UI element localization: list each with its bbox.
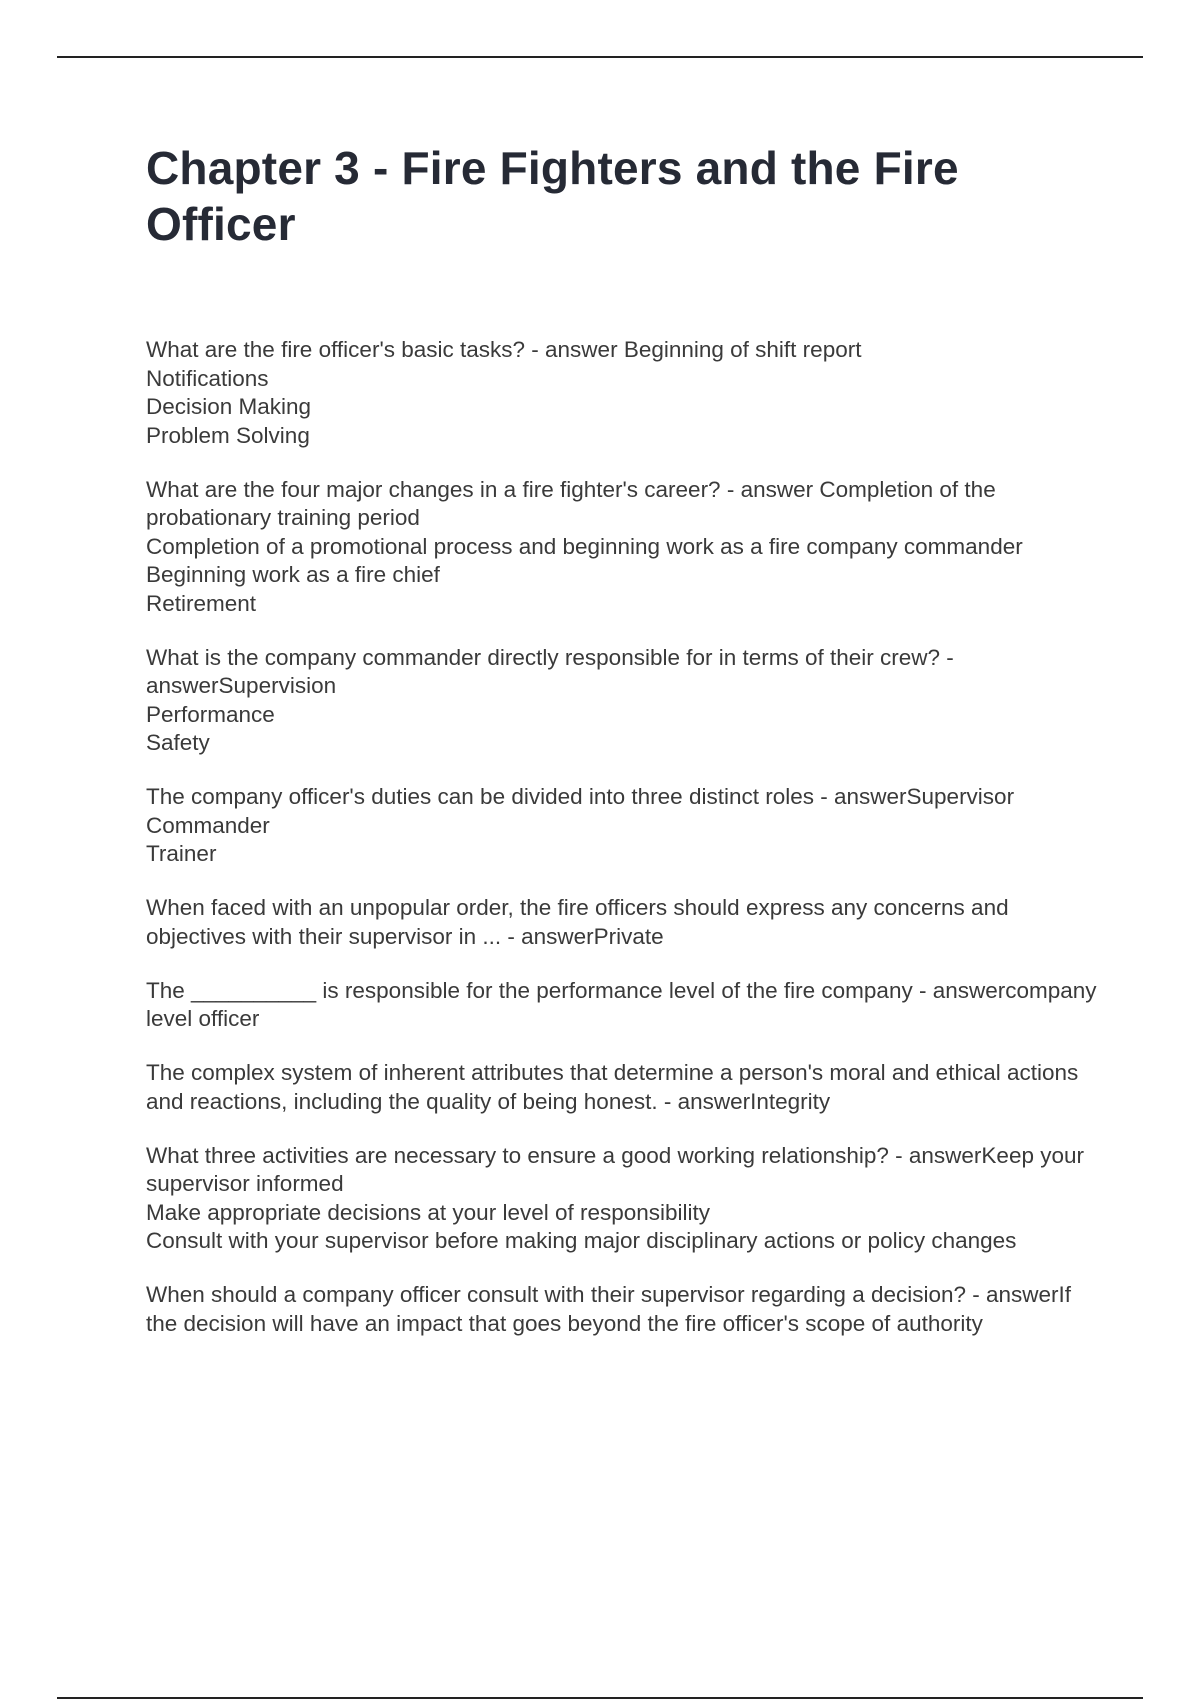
qa-question: What is the company commander directly responsible for in terms of their crew? - answerSupervision — [146, 644, 954, 698]
qa-list — [146, 336, 1106, 1338]
qa-question: The complex system of inherent attributes that determine a person's moral and ethical actions and reactions, including the quality of being honest. - answerIntegrity — [146, 1060, 1079, 1114]
qa-entry-3 — [146, 644, 1106, 758]
qa-question: What are the fire officer's basic tasks? - answer Beginning of shift report — [146, 337, 862, 362]
qa-entry-8 — [146, 1142, 1106, 1256]
qa-answer-line: Completion of a promotional process and beginning work as a fire company commander — [146, 533, 1023, 559]
qa-entry-5 — [146, 894, 1106, 951]
qa-answer-line: Trainer — [146, 841, 217, 866]
top-divider — [57, 56, 1143, 58]
qa-question: When should a company officer consult with their supervisor regarding a decision? - answerIf the decision will have an impact that goes beyond the fire officer's scope of authority — [146, 1282, 1072, 1336]
qa-answer-line: Commander — [146, 812, 270, 838]
qa-entry-9 — [146, 1281, 1106, 1338]
qa-question: What are the four major changes in a fire fighter's career? - answer Completion of the probationary training period — [146, 476, 996, 530]
qa-answer-line: Retirement — [146, 590, 257, 616]
document-body — [146, 140, 1106, 1364]
qa-answer-line: Safety — [146, 730, 210, 755]
qa-entry-7 — [146, 1059, 1106, 1116]
qa-entry-4 — [146, 783, 1106, 869]
qa-question: When faced with an unpopular order, the fire officers should express any concerns and objectives with their supervisor in ... - answerPrivate — [146, 895, 1009, 949]
qa-answer-line: Consult with your supervisor before making major disciplinary actions or policy changes — [146, 1228, 1017, 1253]
qa-answer-line: Problem Solving — [146, 422, 310, 448]
qa-answer-line: Performance — [146, 701, 275, 727]
qa-answer-line: Notifications — [146, 365, 269, 391]
page-title: Chapter 3 - Fire Fighters and the Fire Officer — [146, 142, 959, 250]
qa-entry-1 — [146, 336, 1106, 450]
qa-entry-6 — [146, 977, 1106, 1034]
qa-answer-line: Decision Making — [146, 394, 312, 419]
qa-answer-line: Beginning work as a fire chief — [146, 562, 440, 587]
bottom-divider — [57, 1697, 1143, 1699]
qa-answer-line: Make appropriate decisions at your level of responsibility — [146, 1199, 711, 1225]
qa-question: What three activities are necessary to ensure a good working relationship? - answerKeep your supervisor informed — [146, 1142, 1084, 1196]
qa-question: The company officer's duties can be divided into three distinct roles - answerSupervisor — [146, 784, 1015, 809]
qa-question: The __________ is responsible for the performance level of the fire company - answercompany level officer — [146, 977, 1097, 1031]
qa-entry-2 — [146, 476, 1106, 619]
